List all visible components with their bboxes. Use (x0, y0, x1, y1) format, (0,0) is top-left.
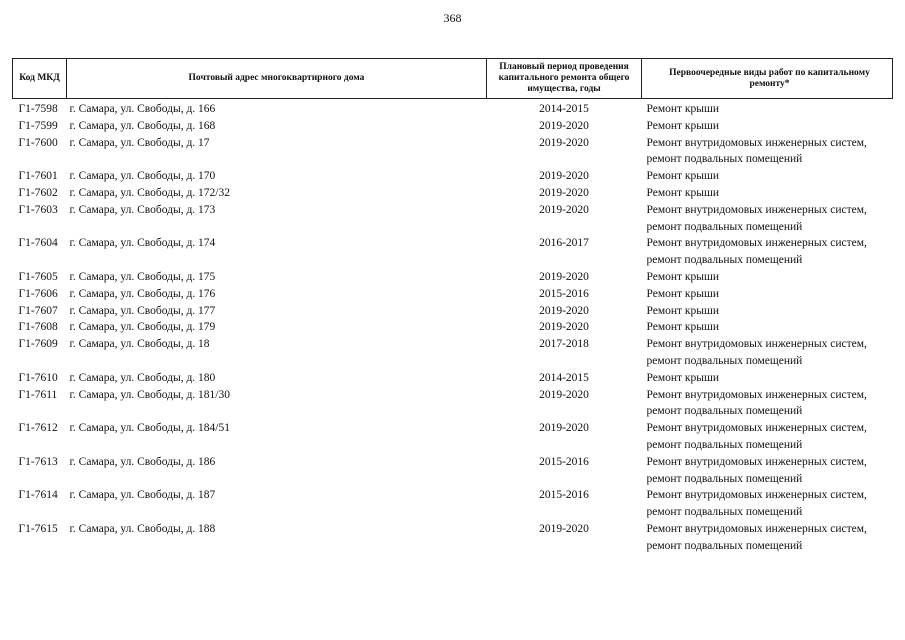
table-row (13, 420, 893, 454)
row-period: 2015-2016 (539, 287, 589, 300)
row-works (642, 454, 893, 488)
row-period: 2019-2020 (539, 203, 589, 216)
row-address: г. Самара, ул. Свободы, д. 166 (69, 103, 216, 115)
table-body (13, 99, 893, 555)
row-code: Г1-7609 (18, 338, 58, 351)
row-works (642, 286, 893, 303)
row-works-line: Ремонт внутридомовых инженерных систем, (646, 338, 867, 351)
header-address: Почтовый адрес многоквартирного дома (67, 59, 487, 99)
table-row (13, 135, 893, 169)
row-period: 2015-2016 (539, 455, 589, 468)
table-row (13, 319, 893, 336)
table-row (13, 235, 893, 269)
row-code: Г1-7613 (18, 455, 58, 468)
row-works-line: Ремонт внутридомовых инженерных систем, (646, 203, 867, 216)
row-address: г. Самара, ул. Свободы, д. 176 (69, 287, 216, 300)
row-works (642, 99, 893, 118)
row-works-line: Ремонт внутридомовых инженерных систем, (646, 455, 867, 468)
table-row (13, 118, 893, 135)
row-code: Г1-7600 (18, 136, 58, 149)
row-works-line: ремонт подвальных помещений (646, 438, 803, 451)
row-works-line: Ремонт внутридомовых инженерных систем, (646, 522, 867, 535)
row-period: 2019-2020 (539, 119, 589, 132)
row-code: Г1-7605 (18, 270, 58, 283)
row-code: Г1-7606 (18, 287, 58, 300)
row-period: 2019-2020 (539, 321, 589, 334)
table-row (13, 336, 893, 370)
row-code: Г1-7598 (18, 103, 58, 115)
row-works (642, 168, 893, 185)
row-works (642, 420, 893, 454)
row-works-line: Ремонт внутридомовых инженерных систем, (646, 136, 867, 149)
table-row (13, 521, 893, 555)
row-works-line: Ремонт внутридомовых инженерных систем, (646, 388, 867, 401)
row-works (642, 118, 893, 135)
header-row (13, 59, 893, 99)
table-row (13, 99, 893, 118)
row-period: 2019-2020 (539, 522, 589, 535)
row-works-line: Ремонт крыши (646, 270, 720, 283)
row-code: Г1-7614 (18, 489, 58, 502)
row-period: 2019-2020 (539, 136, 589, 149)
row-works (642, 135, 893, 169)
row-period: 2019-2020 (539, 422, 589, 435)
row-works-line: Ремонт крыши (646, 287, 720, 300)
table-row (13, 387, 893, 421)
header-works: Первоочередные виды работ по капитальному ремонту* (642, 59, 893, 99)
row-works-line: Ремонт крыши (646, 103, 720, 115)
row-address: г. Самара, ул. Свободы, д. 17 (69, 136, 210, 149)
row-address: г. Самара, ул. Свободы, д. 168 (69, 119, 216, 132)
row-period: 2019-2020 (539, 270, 589, 283)
row-period: 2016-2017 (539, 237, 589, 250)
row-address: г. Самара, ул. Свободы, д. 188 (69, 522, 216, 535)
row-code: Г1-7607 (18, 304, 58, 317)
row-period: 2014-2015 (539, 103, 589, 115)
row-works (642, 336, 893, 370)
row-works-line: Ремонт внутридомовых инженерных систем, (646, 237, 867, 250)
row-works-line: Ремонт крыши (646, 304, 720, 317)
row-period: 2019-2020 (539, 388, 589, 401)
row-period: 2017-2018 (539, 338, 589, 351)
row-address: г. Самара, ул. Свободы, д. 184/51 (69, 422, 231, 435)
row-works-line: Ремонт внутридомовых инженерных систем, (646, 489, 867, 502)
table-row (13, 202, 893, 236)
row-works-line: Ремонт внутридомовых инженерных систем, (646, 422, 867, 435)
table-row (13, 168, 893, 185)
row-works (642, 319, 893, 336)
row-code: Г1-7604 (18, 237, 58, 250)
row-works-line: ремонт подвальных помещений (646, 506, 803, 519)
row-works-line: Ремонт крыши (646, 119, 720, 132)
table-row (13, 370, 893, 387)
row-code: Г1-7603 (18, 203, 58, 216)
row-address: г. Самара, ул. Свободы, д. 180 (69, 371, 216, 384)
page-number: 368 (443, 11, 462, 25)
row-address: г. Самара, ул. Свободы, д. 186 (69, 455, 216, 468)
row-works-line: ремонт подвальных помещений (646, 405, 803, 418)
row-code: Г1-7608 (18, 321, 58, 334)
table-row (13, 269, 893, 286)
row-code: Г1-7610 (18, 371, 58, 384)
row-works (642, 185, 893, 202)
row-code: Г1-7611 (18, 388, 58, 401)
row-works (642, 487, 893, 521)
row-address: г. Самара, ул. Свободы, д. 170 (69, 170, 216, 183)
row-works-line: ремонт подвальных помещений (646, 539, 803, 552)
row-address: г. Самара, ул. Свободы, д. 181/30 (69, 388, 231, 401)
row-address: г. Самара, ул. Свободы, д. 177 (69, 304, 216, 317)
row-address: г. Самара, ул. Свободы, д. 179 (69, 321, 216, 334)
row-address: г. Самара, ул. Свободы, д. 187 (69, 489, 216, 502)
row-code: Г1-7601 (18, 170, 58, 183)
row-works-line: Ремонт крыши (646, 186, 720, 199)
row-works-line: Ремонт крыши (646, 371, 720, 384)
header-code: Код МКД (13, 59, 67, 99)
row-works (642, 269, 893, 286)
table-row (13, 487, 893, 521)
row-period: 2019-2020 (539, 170, 589, 183)
table-row (13, 303, 893, 320)
row-address: г. Самара, ул. Свободы, д. 173 (69, 203, 216, 216)
row-works (642, 303, 893, 320)
row-works (642, 202, 893, 236)
row-works-line: Ремонт крыши (646, 321, 720, 334)
table-row (13, 454, 893, 488)
row-works (642, 235, 893, 269)
row-code: Г1-7602 (18, 186, 58, 199)
row-code: Г1-7599 (18, 119, 58, 132)
row-works-line: ремонт подвальных помещений (646, 153, 803, 166)
row-works-line: Ремонт крыши (646, 170, 720, 183)
row-address: г. Самара, ул. Свободы, д. 18 (69, 338, 210, 351)
row-code: Г1-7615 (18, 522, 58, 535)
row-works-line: ремонт подвальных помещений (646, 254, 803, 267)
row-code: Г1-7612 (18, 422, 58, 435)
row-period: 2019-2020 (539, 304, 589, 317)
row-period: 2019-2020 (539, 186, 589, 199)
row-works-line: ремонт подвальных помещений (646, 220, 803, 233)
row-works-line: ремонт подвальных помещений (646, 472, 803, 485)
row-address: г. Самара, ул. Свободы, д. 174 (69, 237, 216, 250)
row-address: г. Самара, ул. Свободы, д. 172/32 (69, 186, 231, 199)
row-works (642, 521, 893, 555)
table-row (13, 185, 893, 202)
row-period: 2014-2015 (539, 371, 589, 384)
row-address: г. Самара, ул. Свободы, д. 175 (69, 270, 216, 283)
header-period: Плановый период проведения капитального ремонта общего имущества, годы (487, 59, 642, 99)
table-row (13, 286, 893, 303)
repair-schedule-table (12, 58, 893, 555)
table-header (13, 59, 893, 99)
row-works (642, 370, 893, 387)
row-period: 2015-2016 (539, 489, 589, 502)
row-works (642, 387, 893, 421)
row-works-line: ремонт подвальных помещений (646, 354, 803, 367)
